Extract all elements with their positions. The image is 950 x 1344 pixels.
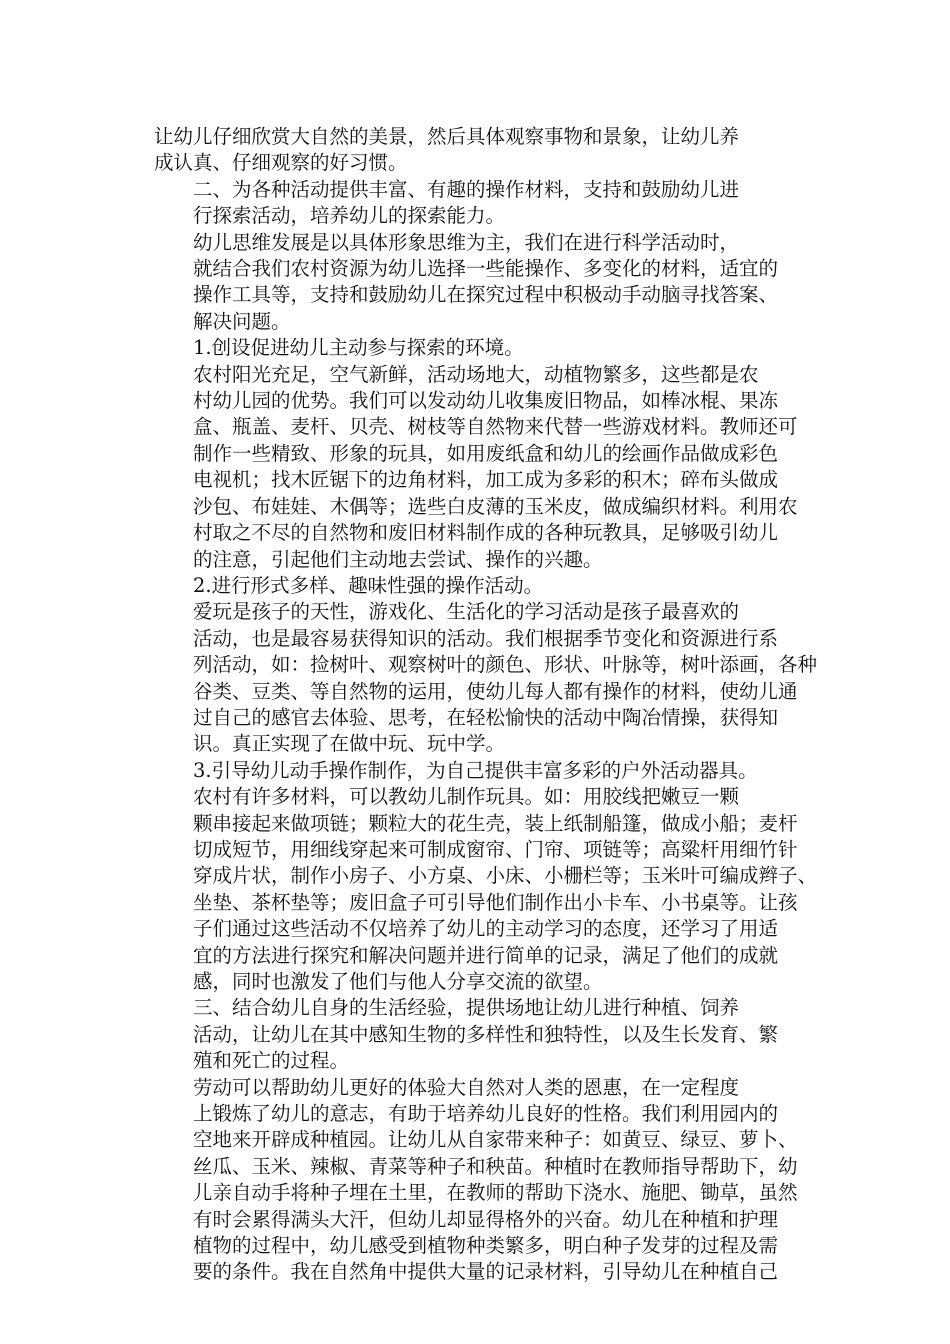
text-line: 爱玩是孩子的天性，游戏化、生活化的学习活动是孩子最喜欢的 (193, 600, 740, 624)
subheading-1 (154, 335, 800, 361)
text-line: 3.引导幼儿动手操作制作，为自己提供丰富多彩的户外活动器具。 (193, 758, 758, 782)
text-line: 有时会累得满头大汗，但幼儿却显得格外的兴奋。幼儿在种植和护理 (193, 1207, 779, 1231)
text-line: 活动，也是最容易获得知识的活动。我们根据季节变化和资源进行系 (193, 626, 779, 650)
text-line: 儿亲自动手将种子埋在土里，在教师的帮助下浇水、施肥、锄草，虽然 (193, 1181, 798, 1205)
text-line: 1.创设促进幼儿主动参与探索的环境。 (193, 336, 524, 360)
text-line: 植物的过程中，幼儿感受到植物种类繁多，明白种子发芽的过程及需 (193, 1234, 779, 1258)
text-line: 行探索活动，培养幼儿的探索能力。 (193, 204, 506, 228)
subheading-2 (154, 573, 800, 599)
paragraph-7 (154, 599, 818, 757)
text-line: 三、结合幼儿自身的生活经验，提供场地让幼儿进行种植、饲养 (193, 996, 740, 1020)
text-line: 空地来开辟成种植园。让幼儿从自家带来种子：如黄豆、绿豆、萝卜、 (193, 1128, 798, 1152)
text-line: 列活动，如：捡树叶、观察树叶的颜色、形状、叶脉等，树叶添画，各种 (193, 653, 818, 677)
text-line: 上锻炼了幼儿的意志，有助于培养幼儿良好的性格。我们利用园内的 (193, 1102, 779, 1126)
text-line: 二、为各种活动提供丰富、有趣的操作材料，支持和鼓励幼儿进 (193, 177, 740, 201)
text-line: 电视机；找木匠锯下的边角材料，加工成为多彩的积木；碎布头做成 (193, 468, 779, 492)
subheading-3 (154, 758, 800, 784)
text-line: 就结合我们农村资源为幼儿选择一些能操作、多变化的材料，适宜的 (193, 257, 779, 281)
text-line: 制作一些精致、形象的玩具，如用废纸盒和幼儿的绘画作品做成彩色 (193, 441, 779, 465)
text-line: 切成短节，用细线穿起来可制成窗帘、门帘、项链等；高粱杆用细竹针 (193, 837, 798, 861)
text-line: 沙包、布娃娃、木偶等；选些白皮薄的玉米皮，做成编织材料。利用农 (193, 494, 798, 518)
text-line: 过自己的感官去体验、思考，在轻松愉快的活动中陶冶情操，获得知 (193, 705, 779, 729)
text-line: 识。真正实现了在做中玩、玩中学。 (193, 732, 506, 756)
text-line: 幼儿思维发展是以具体形象思维为主，我们在进行科学活动时， (193, 230, 740, 254)
text-line: 要的条件。我在自然角中提供大量的记录材料，引导幼儿在种植自己 (193, 1260, 779, 1284)
text-line: 子们通过这些活动不仅培养了幼儿的主动学习的态度，还学习了用适 (193, 917, 779, 941)
paragraph-5 (154, 362, 800, 573)
paragraph-9 (154, 784, 818, 995)
text-line: 让幼儿仔细欣赏大自然的美景，然后具体观察事物和景象，让幼儿养 (154, 125, 740, 148)
text-line: 成认真、仔细观察的好习惯。 (154, 151, 408, 175)
text-line: 村幼儿园的优势。我们可以发动幼儿收集废旧物品，如棒冰棍、果冻 (193, 389, 779, 413)
text-line: 农村阳光充足，空气新鲜，活动场地大，动植物繁多，这些都是农 (193, 362, 759, 386)
text-line: 的注意，引起他们主动地去尝试、操作的兴趣。 (193, 547, 603, 571)
text-line: 殖和死亡的过程。 (193, 1049, 350, 1073)
text-line: 劳动可以帮助幼儿更好的体验大自然对人类的恩惠，在一定程度 (193, 1075, 740, 1099)
text-line: 丝瓜、玉米、辣椒、青菜等种子和秧苗。种植时在教师指导帮助下，幼 (193, 1154, 798, 1178)
section-heading-2 (154, 177, 800, 230)
text-line: 谷类、豆类、等自然物的运用，使幼儿每人都有操作的材料，使幼儿通 (193, 679, 798, 703)
text-line: 盒、瓶盖、麦杆、贝壳、树枝等自然物来代替一些游戏材料。教师还可 (193, 415, 798, 439)
text-line: 感，同时也激发了他们与他人分享交流的欲望。 (193, 970, 603, 993)
text-line: 穿成片状，制作小房子、小方桌、小床、小栅栏等；玉米叶可编成辫子、 (193, 864, 818, 888)
text-line: 颗串接起来做项链；颗粒大的花生壳，装上纸制船篷，做成小船；麦杆 (193, 811, 798, 835)
text-line: 操作工具等，支持和鼓励幼儿在探究过程中积极动手动脑寻找答案、 (193, 283, 779, 307)
paragraph-1 (154, 124, 800, 177)
text-line: 活动，让幼儿在其中感知生物的多样性和独特性，以及生长发育、繁 (193, 1022, 779, 1046)
document-page (154, 124, 818, 1286)
paragraph-3 (154, 230, 800, 336)
paragraph-11 (154, 1075, 800, 1286)
text-line: 2.进行形式多样、趣味性强的操作活动。 (193, 573, 544, 597)
text-line: 农村有许多材料，可以教幼儿制作玩具。如：用胶线把嫩豆一颗 (193, 785, 740, 809)
text-line: 村取之不尽的自然物和废旧材料制作成的各种玩教具，足够吸引幼儿 (193, 521, 779, 545)
text-line: 宜的方法进行探究和解决问题并进行简单的记录，满足了他们的成就 (193, 943, 779, 967)
text-line: 解决问题。 (193, 309, 291, 333)
text-line: 坐垫、茶杯垫等；废旧盒子可引导他们制作出小卡车、小书桌等。让孩 (193, 890, 798, 914)
section-heading-3 (154, 995, 800, 1074)
